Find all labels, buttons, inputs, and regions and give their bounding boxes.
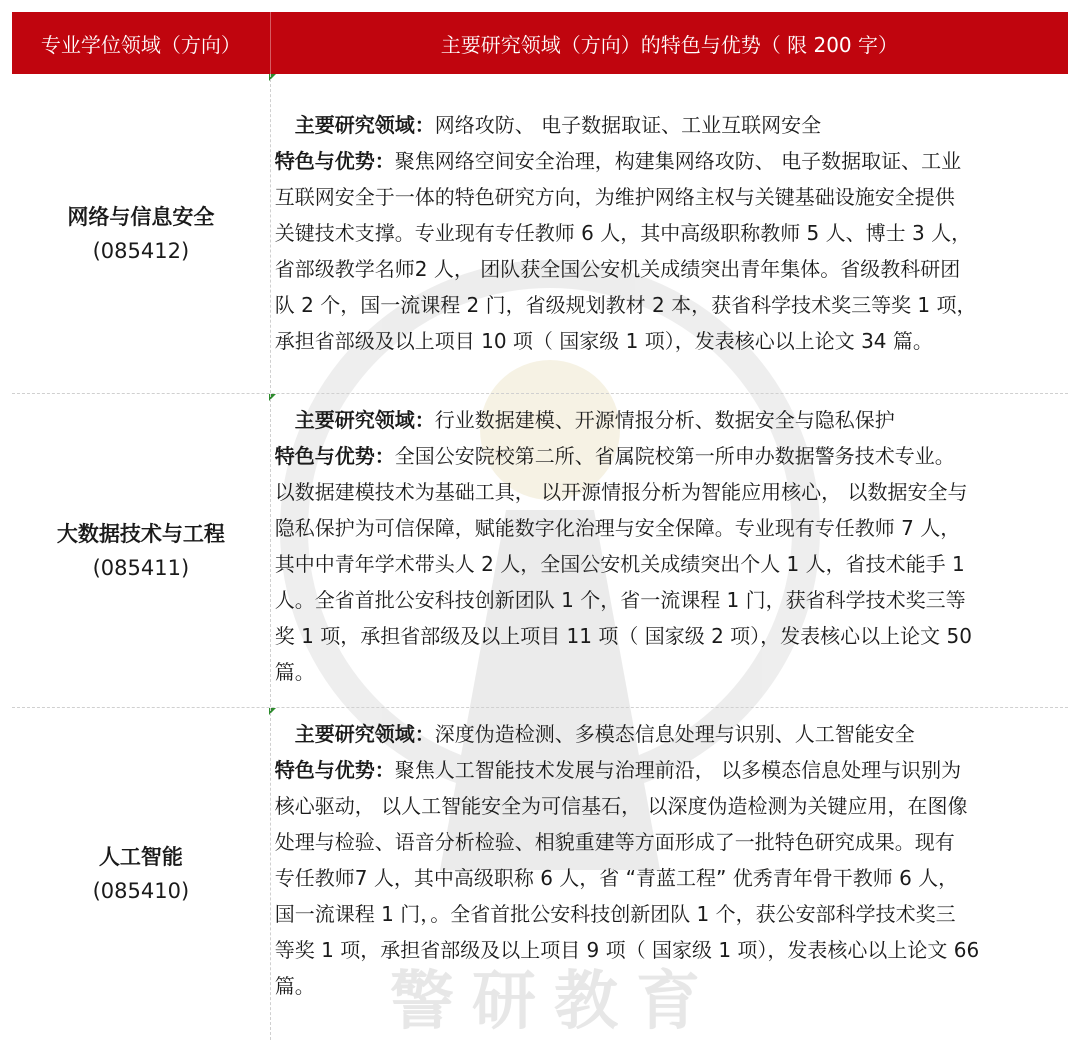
research-fields-table [12,12,1068,1040]
table-header [12,12,1068,74]
feature-line: 人。全省首批公安科技创新团队 1 个，省一流课程 1 门，获省科学技术奖三等 [274,588,966,612]
field-cell [12,708,271,1040]
feature-line: 奖 1 项，承担省部级及以上项目 11 项（ 国家级 2 项），发表核心以上论文 50 [274,624,972,648]
research-area-line [275,107,1050,143]
research-area-text: 网络攻防、 电子数据取证、工业互联网安全 [434,113,822,137]
feature-text: 全国公安院校第二所、省属院校第一所申办数据警务技术专业。 [394,444,955,468]
field-name: 人工智能 [98,845,183,869]
table-row [12,74,1068,393]
feature-line: 处理与检验、语音分析检验、相貌重建等方面形成了一批特色研究成果。现有 [274,830,955,854]
feature-line: 队 2 个，国一流课程 2 门，省级规划教材 2 本，获省科学技术奖三等奖 1 项， [274,293,977,317]
feature-line: 篇。 [274,660,315,684]
field-code: (085412) [92,238,190,263]
feature-line: 互联网安全于一体的特色研究方向，为维护网络主权与关键基础设施安全提供 [274,185,955,209]
research-area-text: 深度伪造检测、多模态信息处理与识别、人工智能安全 [434,722,915,746]
feature-line: 篇。 [274,974,315,998]
feature-cell [271,394,1068,707]
feature-line: 以数据建模技术为基础工具， 以开源情报分析为智能应用核心， 以数据安全与 [274,480,968,504]
header-feature-column: 主要研究领域（方向）的特色与优势（ 限 200 字） [440,32,898,57]
feature-line: 国一流课程 1 门，。全省首批公安科技创新团队 1 个，获公安部科学技术奖三 [274,902,956,926]
research-area-line [275,402,1050,438]
research-area-label: 主要研究领域： [294,113,435,137]
field-code: (085410) [92,879,190,903]
feature-line: 关键技术支撑。专业现有专任教师 6 人，其中高级职称教师 5 人、博士 3 人， [274,221,972,245]
feature-line [275,752,1050,788]
feature-line: 承担省部级及以上项目 10 项（ 国家级 1 项），发表核心以上论文 34 篇。 [274,329,933,353]
feature-line: 等奖 1 项，承担省部级及以上项目 9 项（ 国家级 1 项），发表核心以上论文 66 [274,938,980,962]
feature-line: 其中中青年学术带头人 2 人，全国公安机关成绩突出个人 1 人，省技术能手 1 [274,552,965,576]
feature-label: 特色与优势： [274,149,395,173]
field-name: 网络与信息安全 [67,204,215,229]
field-cell [12,394,271,707]
feature-label: 特色与优势： [274,758,395,782]
feature-label: 特色与优势： [274,444,395,468]
feature-line: 省部级教学名师2 人， 团队获全国公安机关成绩突出青年集体。省级教科研团 [274,257,961,281]
watermark-text: 警研教育 [390,965,718,1039]
feature-line [275,438,1050,474]
header-field-column: 专业学位领域（方向） [12,12,271,74]
field-name: 大数据技术与工程 [56,521,225,546]
research-area-line [275,716,1050,752]
feature-text: 聚焦网络空间安全治理，构建集网络攻防、 电子数据取证、工业 [394,149,962,173]
feature-cell [271,74,1068,393]
feature-line [275,143,1050,179]
research-area-label: 主要研究领域： [294,722,435,746]
field-cell [12,74,271,393]
feature-line: 专任教师7 人，其中高级职称 6 人，省 “青蓝工程” 优秀青年骨干教师 6 人， [274,866,959,890]
feature-cell [271,708,1068,1040]
research-area-text: 行业数据建模、开源情报分析、数据安全与隐私保护 [434,408,895,432]
table-row [12,393,1068,707]
field-code: (085411) [92,555,190,580]
feature-text: 聚焦人工智能技术发展与治理前沿， 以多模态信息处理与识别为 [394,758,962,782]
research-area-label: 主要研究领域： [294,408,435,432]
feature-line: 隐私保护为可信保障，赋能数字化治理与安全保障。专业现有专任教师 7 人， [274,516,961,540]
feature-line: 核心驱动， 以人工智能安全为可信基石， 以深度伪造检测为关键应用，在图像 [274,794,968,818]
table-row [12,707,1068,1040]
